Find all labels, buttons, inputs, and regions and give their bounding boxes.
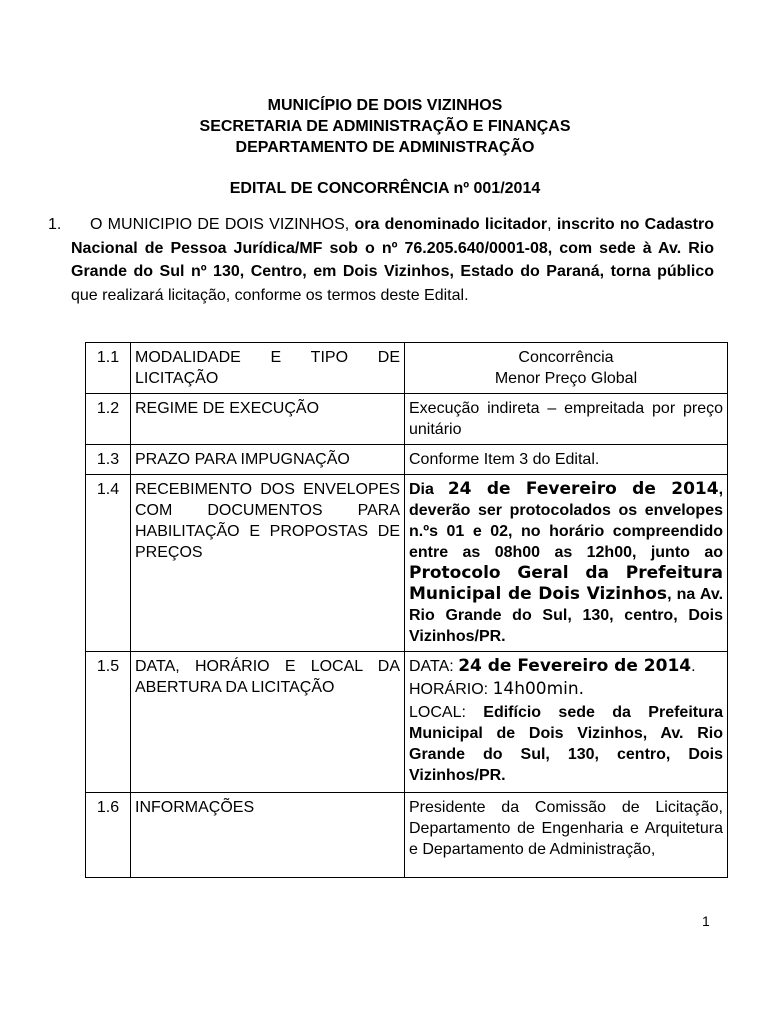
row-value [405,475,728,652]
table-row [86,394,728,445]
row-value [405,652,728,793]
value-date: 24 de Fevereiro de 2014 [447,479,719,499]
value-part: , na Av. Rio Grande do Sul, 130, centro, Dois Vizinhos/PR. [409,586,724,645]
intro-text-bold: inscrito no Cadastro Nacional de Pessoa Jurídica/MF sob o nº 76.205.640/0001-08, com sede à Av. Rio Grande do Sul nº 130, Centro, em Dois Vizinhos, Estado do Paraná, torna público [71,216,715,281]
intro-text-part: , [547,216,557,233]
data-value: 24 de Fevereiro de 2014 [458,656,692,676]
intro-text-part: que realizará licitação, conforme os termos deste Edital. [71,286,469,304]
local-line [409,702,723,786]
row-label: INFORMAÇÕES [131,793,405,878]
informacoes-value: Presidente da Comissão de Licitação, Departamento de Engenharia e Arquitetura e Departamento de Administração, [409,799,723,858]
edital-title: EDITAL DE CONCORRÊNCIA nº 001/2014 [229,180,541,197]
intro-text-part: O MUNICIPIO DE DOIS VIZINHOS, [90,216,355,233]
horario-label: HORÁRIO: [409,681,493,698]
table-row [86,445,728,475]
row-label: DATA, HORÁRIO E LOCAL DA ABERTURA DA LICITAÇÃO [131,652,405,793]
header-secretariat: SECRETARIA DE ADMINISTRAÇÃO E FINANÇAS [199,118,571,135]
data-label: DATA: [409,658,459,675]
value-part: , deverão ser protocolados os envelopes n.ºs 01 e 02, no horário compreendido entre as 08h00 as 12h00, junto ao [409,481,724,561]
value-location: Protocolo Geral da Prefeitura Municipal de Dois Vizinhos [409,563,723,604]
document-header [0,95,770,158]
edital-info-table [85,342,728,878]
intro-text [71,213,714,307]
local-value: Edifício sede da Prefeitura Municipal de Dois Vizinhos, Av. Rio Grande do Sul, 130, centro, Dois Vizinhos/PR. [409,704,723,784]
header-department: DEPARTAMENTO DE ADMINISTRAÇÃO [235,139,535,156]
header-municipality: MUNICÍPIO DE DOIS VIZINHOS [267,97,503,114]
row-value [405,343,728,394]
table-row [86,475,728,652]
tipo-value: Menor Preço Global [494,370,638,387]
intro-text-bold: ora denominado licitador [354,216,548,233]
row-value: Execução indireta – empreitada por preço unitário [405,394,728,445]
row-label: MODALIDADE E TIPO DE LICITAÇÃO [131,343,405,394]
data-end: . [691,658,696,675]
value-part: Dia [409,481,448,498]
table-row [86,652,728,793]
row-number: 1.1 [86,343,131,394]
row-label: RECEBIMENTO DOS ENVELOPES COM DOCUMENTOS PARA HABILITAÇÃO E PROPOSTAS DE PREÇOS [131,475,405,652]
row-number: 1.6 [86,793,131,878]
row-number: 1.5 [86,652,131,793]
row-label: REGIME DE EXECUÇÃO [131,394,405,445]
horario-value: 14h00min. [492,679,585,699]
table-row [86,343,728,394]
row-number: 1.4 [86,475,131,652]
page-number: 1 [702,913,710,929]
row-number: 1.2 [86,394,131,445]
row-value [405,793,728,878]
table-row [86,793,728,878]
row-label: PRAZO PARA IMPUGNAÇÃO [131,445,405,475]
local-label: LOCAL: [409,704,484,721]
data-line [409,656,723,677]
intro-number: 1. [48,216,62,233]
intro-paragraph [48,213,714,307]
horario-line [409,679,723,700]
modalidade-value: Concorrência [518,349,614,366]
row-number: 1.3 [86,445,131,475]
row-value: Conforme Item 3 do Edital. [405,445,728,475]
